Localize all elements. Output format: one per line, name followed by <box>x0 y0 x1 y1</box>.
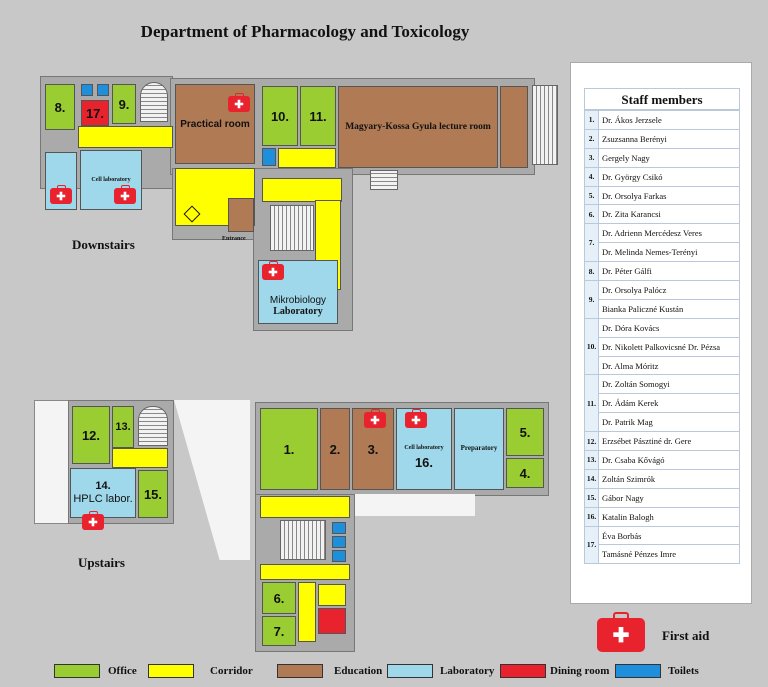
legend-label-education: Education <box>334 665 383 677</box>
corridor <box>278 148 336 168</box>
staff-row <box>585 318 740 337</box>
room-12: 12. <box>72 406 110 464</box>
lecture-room-annex <box>500 86 528 168</box>
staff-row <box>585 526 740 545</box>
room-10: 10. <box>262 86 298 146</box>
preparatory: Preparatory <box>454 408 504 490</box>
staff-room-number: 15. <box>585 488 599 507</box>
staff-row <box>585 129 740 148</box>
staff-name: Dr. Adrienn Mercédesz Veres <box>599 224 740 243</box>
staff-row <box>585 394 740 413</box>
first-aid-kit-icon: ✚ <box>597 618 645 652</box>
first-aid-kit-icon: ✚ <box>114 188 136 204</box>
corridor <box>262 178 342 202</box>
toilet <box>332 536 346 548</box>
staff-row <box>585 243 740 262</box>
legend-swatch-dining-room <box>500 664 546 678</box>
first-aid-kit-icon: ✚ <box>364 412 386 428</box>
downstairs-label: Downstairs <box>72 237 135 252</box>
dining-room <box>318 608 346 634</box>
first-aid-kit-icon: ✚ <box>228 96 250 112</box>
staff-row <box>585 451 740 470</box>
room-16-cell-laboratory: Cell laboratory 16. <box>396 408 452 490</box>
staff-name: Gergely Nagy <box>599 148 740 167</box>
legend-swatch-education <box>277 664 323 678</box>
staff-name: Gábor Nagy <box>599 488 740 507</box>
staff-row <box>585 337 740 356</box>
staff-name: Katalin Balogh <box>599 507 740 526</box>
staff-name: Éva Borbás <box>599 526 740 545</box>
legend-label-office: Office <box>108 665 137 677</box>
legend-label-laboratory: Laboratory <box>440 665 495 677</box>
staff-room-number: 17. <box>585 526 599 564</box>
staff-room-number: 8. <box>585 262 599 281</box>
staff-row <box>585 413 740 432</box>
legend-swatch-corridor <box>148 664 194 678</box>
hplc-laboratory: 14. HPLC labor. <box>70 468 136 518</box>
staff-name: Dr. Orsolya Palócz <box>599 281 740 300</box>
staff-heading: Staff members <box>584 88 740 110</box>
legend-label-toilets: Toilets <box>668 665 699 677</box>
room-9: 9. <box>112 84 136 124</box>
corridor <box>298 582 316 642</box>
staff-row <box>585 262 740 281</box>
staff-table <box>584 110 740 564</box>
toilet <box>97 84 109 96</box>
room-5: 5. <box>506 408 544 456</box>
staff-name: Dr. Ádám Kerek <box>599 394 740 413</box>
staff-row <box>585 545 740 564</box>
first-aid-kit-icon: ✚ <box>405 412 427 428</box>
staff-name: Dr. Alma Móritz <box>599 356 740 375</box>
staff-room-number: 10. <box>585 318 599 375</box>
first-aid-kit-icon: ✚ <box>82 514 104 530</box>
staff-name: Dr. Orsolya Farkas <box>599 186 740 205</box>
staff-name: Dr. György Csikó <box>599 167 740 186</box>
room-15: 15. <box>138 470 168 518</box>
corridor <box>260 496 350 518</box>
staff-name: Zoltán Szimrók <box>599 469 740 488</box>
legend-label-corridor: Corridor <box>210 665 253 677</box>
staff-row <box>585 488 740 507</box>
room-8 <box>45 84 75 130</box>
legend-swatch-office <box>54 664 100 678</box>
staff-name: Dr. Zita Karancsi <box>599 205 740 224</box>
staff-row <box>585 148 740 167</box>
staff-row <box>585 469 740 488</box>
room-11: 11. <box>300 86 336 146</box>
staff-room-number: 3. <box>585 148 599 167</box>
staff-row <box>585 111 740 130</box>
upstairs-label: Upstairs <box>78 555 125 570</box>
staff-room-number: 11. <box>585 375 599 432</box>
cell-laboratory-main: Cell laboratory <box>80 150 142 210</box>
staff-row <box>585 299 740 318</box>
staff-room-number: 5. <box>585 186 599 205</box>
room-7: 7. <box>262 616 296 646</box>
staff-room-number: 2. <box>585 129 599 148</box>
staff-row <box>585 186 740 205</box>
legend-swatch-laboratory <box>387 664 433 678</box>
staff-row <box>585 356 740 375</box>
staff-name: Dr. Melinda Nemes-Terényi <box>599 243 740 262</box>
legend-label-dining-room: Dining room <box>550 665 610 677</box>
staff-room-number: 9. <box>585 281 599 319</box>
first-aid-kit-icon: ✚ <box>50 188 72 204</box>
staff-room-number: 12. <box>585 432 599 451</box>
staff-name: Dr. Patrik Mag <box>599 413 740 432</box>
map-title: Department of Pharmacology and Toxicology <box>140 22 470 41</box>
toilet <box>332 550 346 562</box>
entrance-label: Entrance <box>222 236 246 242</box>
legend-swatch-toilets <box>615 664 661 678</box>
staff-row <box>585 375 740 394</box>
staff-name: Dr. Péter Gálfi <box>599 262 740 281</box>
toilet <box>81 84 93 96</box>
staff-row <box>585 507 740 526</box>
staff-room-number: 7. <box>585 224 599 262</box>
toilet <box>332 522 346 534</box>
staff-row <box>585 224 740 243</box>
staff-room-number: 14. <box>585 469 599 488</box>
room-17: 17. <box>81 100 109 126</box>
corridor <box>112 448 168 468</box>
room-4: 4. <box>506 458 544 488</box>
staff-name: Bianka Paliczné Kustán <box>599 299 740 318</box>
staff-row <box>585 432 740 451</box>
staff-name: Zsuzsanna Berényi <box>599 129 740 148</box>
staff-name: Dr. Ákos Jerzsele <box>599 111 740 130</box>
staff-name: Dr. Csaba Kővágó <box>599 451 740 470</box>
staff-name: Erzsébet Pásztiné dr. Gere <box>599 432 740 451</box>
room-number: 8. <box>54 99 66 115</box>
staff-room-number: 4. <box>585 167 599 186</box>
staff-row <box>585 205 740 224</box>
room-6: 6. <box>262 582 296 614</box>
mikrobiology-laboratory: Mikrobiology Laboratory <box>258 260 338 324</box>
staff-row <box>585 281 740 300</box>
corridor <box>78 126 173 148</box>
room-13: 13. <box>112 406 134 448</box>
staff-room-number: 13. <box>585 451 599 470</box>
staff-row <box>585 167 740 186</box>
staff-name: Dr. Dóra Kovács <box>599 318 740 337</box>
staff-room-number: 16. <box>585 507 599 526</box>
room-1: 1. <box>260 408 318 490</box>
practical-room: Practical room <box>175 84 255 164</box>
staff-name: Dr. Zoltán Somogyi <box>599 375 740 394</box>
corridor <box>318 584 346 606</box>
room-3: 3. <box>352 408 394 490</box>
staff-name: Dr. Nikolett Palkovicsné Dr. Pézsa <box>599 337 740 356</box>
staff-room-number: 6. <box>585 205 599 224</box>
toilet <box>262 148 276 166</box>
lecture-room: Magyary-Kossa Gyula lecture room <box>338 86 498 168</box>
first-aid-label: First aid <box>662 628 710 643</box>
staff-name: Tamásné Pénzes Imre <box>599 545 740 564</box>
first-aid-kit-icon: ✚ <box>262 264 284 280</box>
entrance <box>228 198 254 232</box>
staff-room-number: 1. <box>585 111 599 130</box>
corridor <box>260 564 350 580</box>
room-2: 2. <box>320 408 350 490</box>
